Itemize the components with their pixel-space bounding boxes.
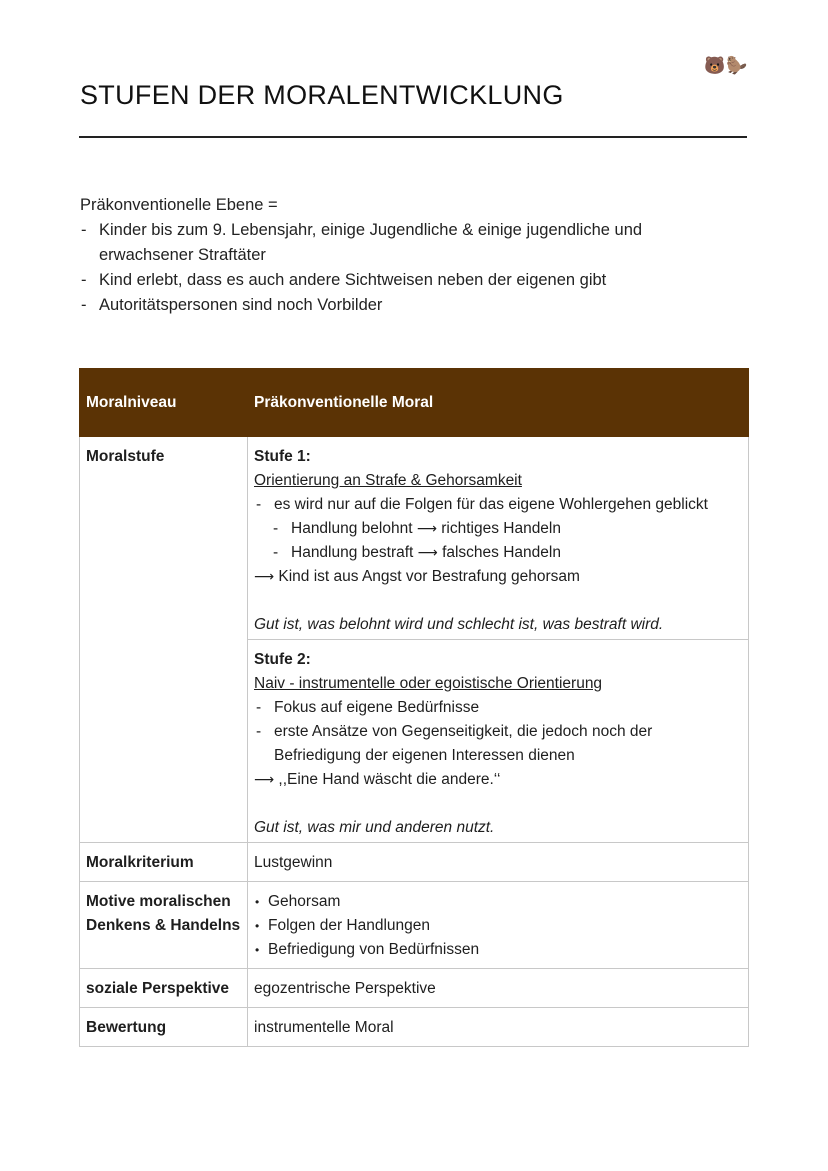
stufe1-conclusion-text: Kind ist aus Angst vor Bestrafung gehorsam [278,568,580,585]
moral-stages-table [79,368,749,1047]
moralstufe-label: Moralstufe [80,437,248,843]
stufe1-sub1-result: richtiges Handeln [441,520,561,537]
stufe2-subtitle: Naiv - instrumentelle oder egoistische Orientierung [254,675,603,692]
stufe1-sub2 [254,541,742,565]
arrow-icon: ⟶ [254,772,275,788]
stufe2-conclusion [254,768,742,792]
arrow-icon: ⟶ [417,545,438,561]
stufe1-sub2-text: Handlung bestraft [291,544,414,561]
motive-item: • Folgen der Handlungen [254,914,742,938]
stufe2-conclusion-text: ,,Eine Hand wäscht die andere.‘‘ [278,771,501,788]
intro-list-item: - Kinder bis zum 9. Lebensjahr, einige Jugendliche & einige jugendliche und erwachsener Straftäter [80,218,740,268]
stufe1-title: Stufe 1: [254,448,311,465]
table-header-row [80,369,749,437]
stufe2-point1: - Fokus auf eigene Bedürfnisse [254,696,742,720]
arrow-icon: ⟶ [416,521,437,537]
motive-item: • Befriedigung von Bedürfnissen [254,938,742,962]
intro-list-item: - Kind erlebt, dass es auch andere Sichtweisen neben der eigenen gibt [80,268,740,293]
title-divider [79,136,747,138]
stufe1-conclusion [254,565,742,589]
bewertung-value: instrumentelle Moral [248,1008,749,1047]
header-praekonventionelle-moral: Präkonventionelle Moral [248,369,749,437]
stufe1-point: - es wird nur auf die Folgen für das eigene Wohlergehen geblickt [254,493,742,517]
decorative-animal-emoji: 🐻🦫 [704,56,749,76]
table-row-perspektive [80,969,749,1008]
intro-list [80,218,740,318]
stufe1-cell [248,437,749,640]
bewertung-label: Bewertung [80,1008,248,1047]
table-row-bewertung [80,1008,749,1047]
motive-item: • Gehorsam [254,890,742,914]
table-row-stufe1 [80,437,749,640]
motive-value [248,882,749,969]
stufe1-sub1-text: Handlung belohnt [291,520,413,537]
table-row-motive [80,882,749,969]
stufe1-motto: Gut ist, was belohnt wird und schlecht ist, was bestraft wird. [254,616,664,633]
stufe1-sub2-result: falsches Handeln [442,544,561,561]
arrow-icon: ⟶ [254,569,275,585]
page-title: STUFEN DER MORALENTWICKLUNG [80,80,564,110]
perspektive-value: egozentrische Perspektive [248,969,749,1008]
intro-heading: Präkonventionelle Ebene = [80,196,278,214]
stufe2-title: Stufe 2: [254,651,311,668]
intro-list-item: - Autoritätspersonen sind noch Vorbilder [80,293,740,318]
header-moralniveau: Moralniveau [80,369,248,437]
stufe1-sub1 [254,517,742,541]
stufe2-point2: - erste Ansätze von Gegenseitigkeit, die jedoch noch der Befriedigung der eigenen Interessen dienen [254,720,742,768]
stufe2-cell [248,640,749,843]
perspektive-label: soziale Perspektive [80,969,248,1008]
kriterium-label: Moralkriterium [80,843,248,882]
kriterium-value: Lustgewinn [248,843,749,882]
motive-label: Motive moralischen Denkens & Handelns [80,882,248,969]
intro-section [80,193,740,318]
stufe2-motto: Gut ist, was mir und anderen nutzt. [254,819,495,836]
stufe1-subtitle: Orientierung an Strafe & Gehorsamkeit [254,472,522,489]
table-row-kriterium [80,843,749,882]
